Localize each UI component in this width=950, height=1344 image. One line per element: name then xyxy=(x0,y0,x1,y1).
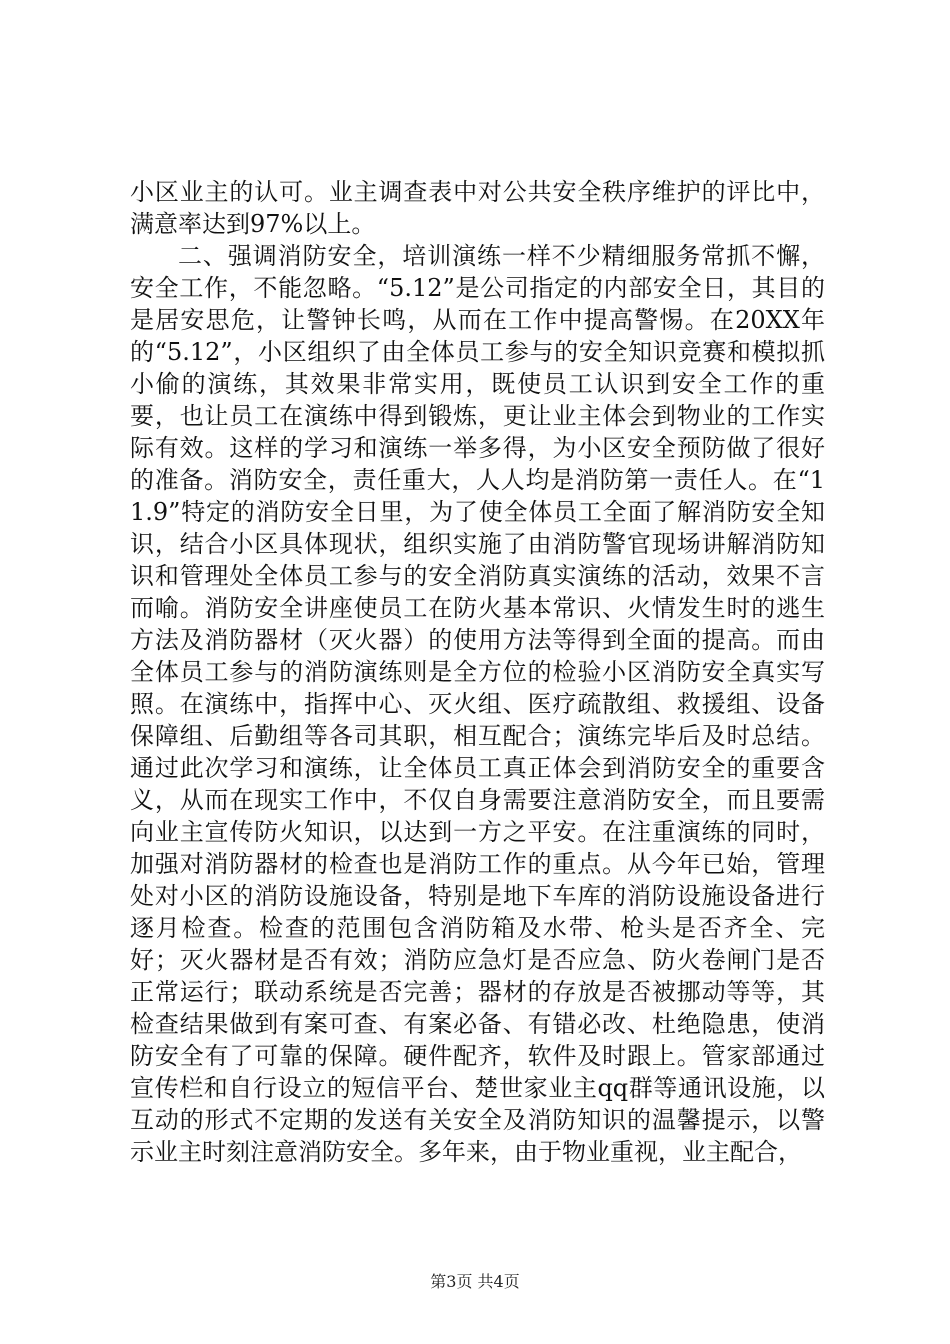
document-body xyxy=(130,176,825,1168)
paragraph-continuation: 小区业主的认可。业主调查表中对公共安全秩序维护的评比中，满意率达到97%以上。 xyxy=(130,178,825,238)
page-footer: 第3页 共4页 xyxy=(430,1272,520,1291)
paragraph-fire-safety: 二、强调消防安全，培训演练一样不少精细服务常抓不懈，安全工作，不能忽略。“5.12”是公司指定的内部安全日，其目的是居安思危，让警钟长鸣，从而在工作中提高警惕。在20XX年的“5.12”，小区组织了由全体员工参与的安全知识竞赛和模拟抓小偷的演练，其效果非常实用，既使员工认识到安全工作的重要，也让员工在演练中得到锻炼，更让业主体会到物业的工作实际有效。这样的学习和演练一举多得，为小区安全预防做了很好的准备。消防安全，责任重大，人人均是消防第一责任人。在“11.9”特定的消防安全日里，为了使全体员工全面了解消防安全知识，结合小区具体现状，组织实施了由消防警官现场讲解消防知识和管理处全体员工参与的安全消防真实演练的活动，效果不言而喻。消防安全讲座使员工在防火基本常识、火情发生时的逃生方法及消防器材（灭火器）的使用方法等得到全面的提高。而由全体员工参与的消防演练则是全方位的检验小区消防安全真实写照。在演练中，指挥中心、灭火组、医疗疏散组、救援组、设备保障组、后勤组等各司其职，相互配合；演练完毕后及时总结。通过此次学习和演练，让全体员工真正体会到消防安全的重要含义，从而在现实工作中，不仅自身需要注意消防安全，而且要需向业主宣传防火知识，以达到一方之平安。在注重演练的同时，加强对消防器材的检查也是消防工作的重点。从今年已始，管理处对小区的消防设施设备，特别是地下车库的消防设施设备进行逐月检查。检查的范围包含消防箱及水带、枪头是否齐全、完好；灭火器材是否有效；消防应急灯是否应急、防火卷闸门是否正常运行；联动系统是否完善；器材的存放是否被挪动等等，其检查结果做到有案可查、有案必备、有错必改、杜绝隐患，使消防安全有了可靠的保障。硬件配齐，软件及时跟上。管家部通过宣传栏和自行设立的短信平台、楚世家业主qq群等通讯设施，以互动的形式不定期的发送有关安全及消防知识的温馨提示，以警示业主时刻注意消防安全。多年来，由于物业重视，业主配合， xyxy=(130,242,825,1166)
